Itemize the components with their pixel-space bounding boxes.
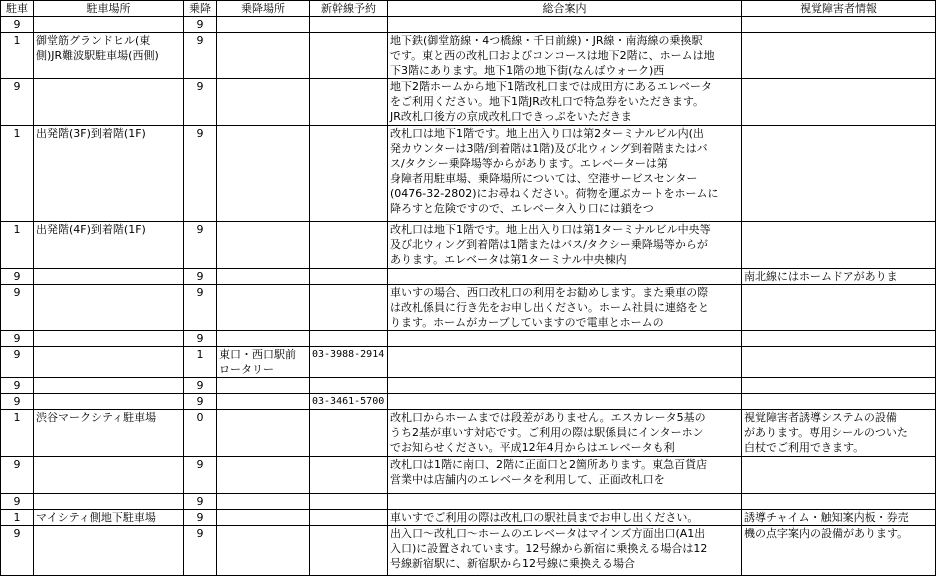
cell-line: 及び北ウィング到着階は1階またはバス/タクシー乗降場等からが: [390, 238, 708, 251]
general-info-cell: [388, 33, 742, 79]
header-visual-impairment-info: 視覚障害者情報: [742, 1, 936, 17]
boarding-location-cell: [217, 457, 310, 494]
parking-cell: 9: [1, 331, 34, 347]
boarding-location-cell: [217, 331, 310, 347]
shinkansen-cell: [310, 17, 388, 33]
parking-location-cell: [34, 79, 184, 126]
cell-line: 南北線にはホームドアがありま: [744, 270, 898, 283]
boarding-location-cell: [217, 494, 310, 510]
parking-location-cell: [34, 378, 184, 394]
cell-line: (0476-32-2802)にお尋ねください。荷物を運ぶカートをホームに: [390, 187, 719, 200]
cell-line: 車いすの場合、西口改札口の利用をお勧めします。また乗車の際: [390, 286, 709, 299]
cell-line: 身障者用駐車場、乗降場所については、空港サービスセンター: [390, 172, 698, 185]
parking-cell: 9: [1, 378, 34, 394]
header-row: [1, 1, 936, 17]
table-row: [1, 494, 936, 510]
shinkansen-cell: [310, 378, 388, 394]
shinkansen-cell: [310, 79, 388, 126]
table-row: [1, 347, 936, 378]
cell-line: でお知らせください。平成12年4月からはエレベータも利: [390, 441, 675, 454]
general-info-cell: [388, 331, 742, 347]
boarding-location-cell: [217, 79, 310, 126]
parking-cell: 1: [1, 126, 34, 222]
table-row: [1, 457, 936, 494]
parking-location-cell: [34, 222, 184, 269]
visual-info-cell: [742, 494, 936, 510]
parking-cell: 9: [1, 269, 34, 285]
table-row: [1, 510, 936, 526]
parking-cell: 9: [1, 347, 34, 378]
cell-line: です。東と西の改札口およびコンコースは地下2階に、ホームは地: [390, 49, 715, 62]
parking-cell: 1: [1, 410, 34, 457]
cell-line: をご利用ください。地下1階JR改札口で特急券をいただきます。: [390, 95, 705, 108]
parking-location-cell: [34, 17, 184, 33]
parking-location-cell: [34, 331, 184, 347]
cell-line: 車いすでご利用の際は改札口の駅社員までお申し出ください。: [390, 511, 699, 524]
general-info-cell: [388, 378, 742, 394]
visual-info-cell: [742, 394, 936, 410]
header-shinkansen-reservation: 新幹線予約: [310, 1, 388, 17]
parking-cell: 1: [1, 222, 34, 269]
cell-line: 改札口は地下1階です。地上出入り口は第1ターミナルビル中央等: [390, 223, 711, 236]
cell-line: 出発階(4F)到着階(1F): [36, 223, 146, 236]
cell-line: は改札係員に行き先をお申し出ください。ホーム社員に連絡をと: [390, 301, 709, 314]
cell-line: 渋谷マークシティ駐車場: [36, 411, 157, 424]
cell-line: 東口・西口駅前: [219, 348, 296, 361]
general-info-cell: [388, 79, 742, 126]
table-row: [1, 410, 936, 457]
shinkansen-cell: [310, 269, 388, 285]
general-info-cell: [388, 526, 742, 576]
parking-location-cell: [34, 33, 184, 79]
shinkansen-cell: [310, 510, 388, 526]
table-row: [1, 126, 936, 222]
general-info-cell: [388, 410, 742, 457]
cell-line: 地下2階ホームから地下1階改札口までは成田方にあるエレベータ: [390, 80, 712, 93]
boarding-location-cell: [217, 347, 310, 378]
parking-cell: 9: [1, 494, 34, 510]
parking-location-cell: [34, 494, 184, 510]
parking-cell: 9: [1, 17, 34, 33]
general-info-cell: [388, 510, 742, 526]
cell-line: 機の点字案内の設備があります。: [744, 527, 909, 540]
parking-cell: 9: [1, 394, 34, 410]
table-row: [1, 222, 936, 269]
boarding-cell: 9: [184, 33, 217, 79]
cell-line: 発カウンターは3階/到着階は1階)及び北ウィング到着階またはバ: [390, 142, 708, 155]
cell-line: ります。ホームがカーブしていますので電車とホームの: [390, 316, 664, 329]
table-row: [1, 79, 936, 126]
general-info-cell: [388, 457, 742, 494]
parking-cell: 9: [1, 285, 34, 331]
parking-location-cell: [34, 126, 184, 222]
cell-line: 改札口は地下1階です。地上出入り口は第2ターミナルビル内(出: [390, 127, 704, 140]
cell-line: ス/タクシー乗降場等からがあります。エレベーターは第: [390, 157, 668, 170]
visual-info-cell: [742, 347, 936, 378]
visual-info-cell: [742, 378, 936, 394]
visual-info-cell: [742, 526, 936, 576]
boarding-location-cell: [217, 222, 310, 269]
shinkansen-cell: [310, 222, 388, 269]
boarding-cell: 9: [184, 457, 217, 494]
general-info-cell: [388, 17, 742, 33]
parking-cell: 9: [1, 79, 34, 126]
shinkansen-cell: [310, 526, 388, 576]
parking-cell: 1: [1, 33, 34, 79]
shinkansen-cell: [310, 33, 388, 79]
cell-line: 視覚障害者誘導システムの設備: [744, 411, 897, 424]
header-parking-location: 駐車場所: [34, 1, 184, 17]
general-info-cell: [388, 222, 742, 269]
visual-info-cell: [742, 457, 936, 494]
cell-line: あります。エレベータは第1ターミナル中央棟内: [390, 253, 627, 266]
cell-line: 営業中は店舗内のエレベータを利用して、正面改札口を: [390, 473, 665, 486]
cell-line: 地下鉄(御堂筋線・4つ橋線・千日前線)・JR線・南海線の乗換駅: [390, 34, 703, 47]
parking-location-cell: [34, 269, 184, 285]
header-general-info: 総合案内: [388, 1, 742, 17]
boarding-location-cell: [217, 33, 310, 79]
boarding-cell: 9: [184, 510, 217, 526]
shinkansen-cell: [310, 494, 388, 510]
table-row: [1, 394, 936, 410]
cell-line: 誘導チャイム・触知案内板・券売: [744, 511, 909, 524]
parking-location-cell: [34, 347, 184, 378]
header-boarding-location: 乗降場所: [217, 1, 310, 17]
table-row: [1, 331, 936, 347]
boarding-cell: 9: [184, 331, 217, 347]
parking-cell: 9: [1, 526, 34, 576]
boarding-location-cell: [217, 410, 310, 457]
cell-line: 側)JR難波駅駐車場(西側): [36, 49, 159, 62]
table-row: [1, 33, 936, 79]
cell-line: マイシティ側地下駐車場: [36, 511, 156, 524]
boarding-cell: 9: [184, 17, 217, 33]
boarding-location-cell: [217, 17, 310, 33]
boarding-cell: 9: [184, 79, 217, 126]
header-boarding: 乗降: [184, 1, 217, 17]
parking-location-cell: [34, 410, 184, 457]
boarding-location-cell: [217, 269, 310, 285]
shinkansen-cell: 03-3461-5700: [310, 394, 388, 410]
boarding-location-cell: [217, 126, 310, 222]
table-row: [1, 526, 936, 576]
parking-location-cell: [34, 285, 184, 331]
parking-location-cell: [34, 394, 184, 410]
visual-info-cell: [742, 222, 936, 269]
boarding-cell: 9: [184, 494, 217, 510]
boarding-location-cell: [217, 285, 310, 331]
general-info-cell: [388, 269, 742, 285]
visual-info-cell: [742, 269, 936, 285]
table-row: [1, 378, 936, 394]
boarding-cell: 1: [184, 347, 217, 378]
visual-info-cell: [742, 79, 936, 126]
general-info-cell: [388, 347, 742, 378]
shinkansen-cell: 03-3988-2914: [310, 347, 388, 378]
boarding-cell: 9: [184, 526, 217, 576]
parking-cell: 1: [1, 510, 34, 526]
general-info-cell: [388, 126, 742, 222]
visual-info-cell: [742, 126, 936, 222]
cell-line: 下3階にあります。地下1階の地下街(なんばウォーク)西: [390, 64, 665, 77]
boarding-cell: 9: [184, 126, 217, 222]
cell-line: 改札口からホームまでは段差がありません。エスカレータ5基の: [390, 411, 706, 424]
boarding-cell: 9: [184, 378, 217, 394]
visual-info-cell: [742, 33, 936, 79]
parking-cell: 9: [1, 457, 34, 494]
visual-info-cell: [742, 410, 936, 457]
cell-line: JR改札口後方の京成改札口できっぷをいただきま: [390, 110, 632, 123]
header-parking: 駐車: [1, 1, 34, 17]
table-row: [1, 285, 936, 331]
boarding-location-cell: [217, 510, 310, 526]
cell-line: うち2基が車いす対応です。ご利用の際は駅係員にインターホン: [390, 426, 704, 439]
shinkansen-cell: [310, 410, 388, 457]
cell-line: 出入口～改札口～ホームのエレベータはマインズ方面出口(A1出: [390, 527, 706, 540]
visual-info-cell: [742, 285, 936, 331]
boarding-cell: 0: [184, 410, 217, 457]
cell-line: 出発階(3F)到着階(1F): [36, 127, 146, 140]
shinkansen-cell: [310, 331, 388, 347]
parking-location-cell: [34, 526, 184, 576]
table-row: [1, 17, 936, 33]
boarding-location-cell: [217, 526, 310, 576]
boarding-cell: 9: [184, 394, 217, 410]
cell-line: 号線新宿駅に、新宿駅から12号線に乗換える場合: [390, 557, 635, 570]
cell-line: ロータリー: [219, 363, 274, 376]
cell-line: 降ろすと危険ですので、エレベータ入り口には鎖をつ: [390, 202, 654, 215]
cell-line: 入口)に設置されています。12号線から新宿に乗換える場合は12: [390, 542, 708, 555]
cell-line: 白杖でご利用できます。: [744, 441, 865, 454]
visual-info-cell: [742, 17, 936, 33]
boarding-cell: 9: [184, 222, 217, 269]
table-row: [1, 269, 936, 285]
visual-info-cell: [742, 510, 936, 526]
cell-line: があります。専用シールのついた: [744, 426, 908, 439]
general-info-cell: [388, 394, 742, 410]
boarding-location-cell: [217, 378, 310, 394]
boarding-cell: 9: [184, 269, 217, 285]
cell-line: 御堂筋グランドヒル(東: [36, 34, 151, 47]
shinkansen-cell: [310, 126, 388, 222]
boarding-cell: 9: [184, 285, 217, 331]
boarding-location-cell: [217, 394, 310, 410]
general-info-cell: [388, 285, 742, 331]
shinkansen-cell: [310, 285, 388, 331]
shinkansen-cell: [310, 457, 388, 494]
general-info-cell: [388, 494, 742, 510]
visual-info-cell: [742, 331, 936, 347]
parking-location-cell: [34, 457, 184, 494]
parking-location-cell: [34, 510, 184, 526]
cell-line: 改札口は1階に南口、2階に正面口と2箇所あります。東急百貨店: [390, 458, 708, 471]
